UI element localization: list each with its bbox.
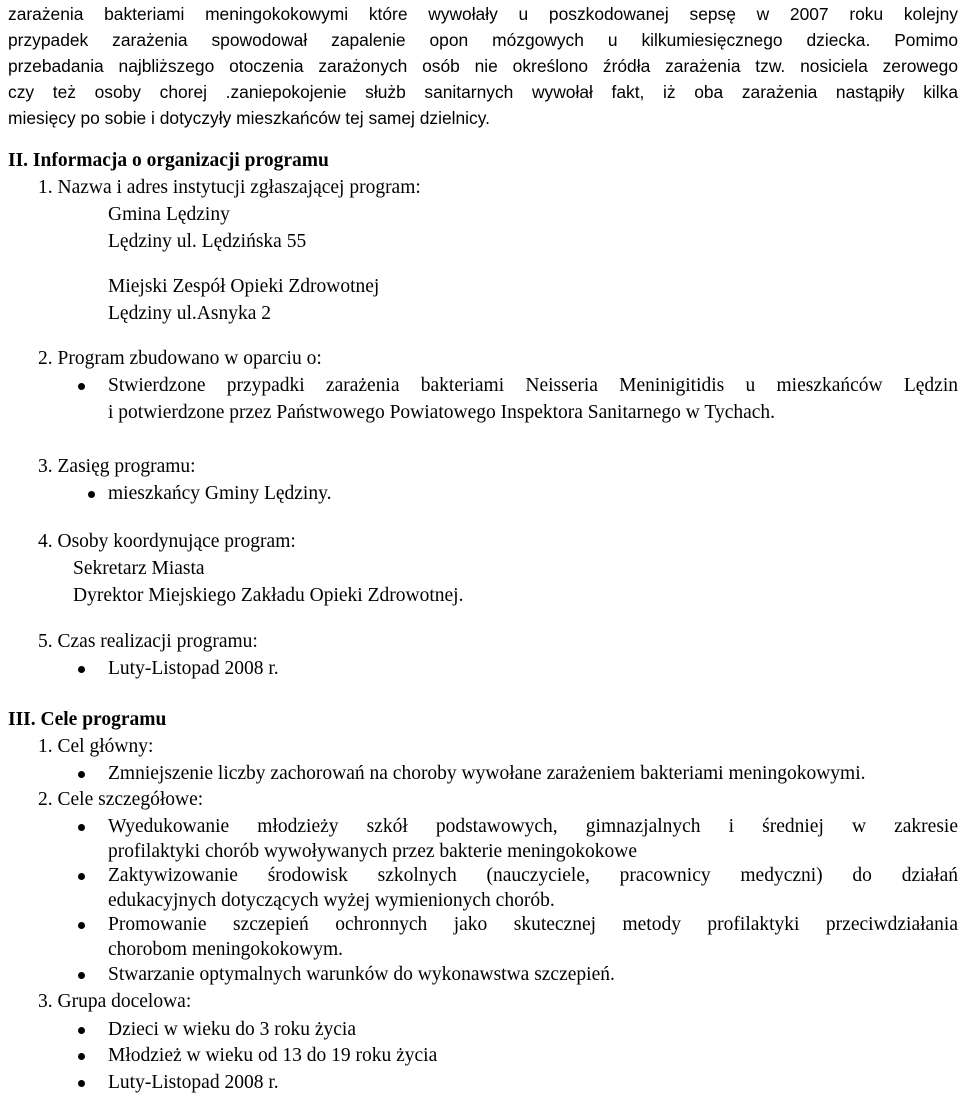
coordinator-2: Dyrektor Miejskiego Zakładu Opieki Zdrowotnej. bbox=[73, 585, 464, 606]
bullet-icon bbox=[78, 1080, 85, 1087]
intro-line-3: przebadania najbliższego otoczenia zarażonych osób nie określono źródła zarażenia tzw. nosiciela zerowego bbox=[8, 56, 958, 76]
goal-2-line-2: edukacyjnych dotyczących wyżej wymienionych chorób. bbox=[108, 890, 555, 911]
goal-3-line-1: Promowanie szczepień ochronnych jako skutecznej metody profilaktyki przeciwdziałania bbox=[108, 914, 958, 935]
goal-1-line-1: Wyedukowanie młodzieży szkół podstawowych, gimnazjalnych i średniej w zakresie bbox=[108, 816, 958, 837]
basis-line-2: i potwierdzone przez Państwowego Powiatowego Inspektora Sanitarnego w Tychach. bbox=[108, 402, 776, 423]
intro-line-1: zarażenia bakteriami meningokokowymi które wywołały u poszkodowanej sepsę w 2007 roku kolejny bbox=[8, 4, 958, 24]
bullet-icon bbox=[78, 771, 85, 778]
bullet-icon bbox=[78, 972, 85, 979]
partner-name: Miejski Zespół Opieki Zdrowotnej bbox=[108, 276, 380, 297]
bullet-icon bbox=[78, 383, 85, 390]
goal-1-line-2: profilaktyki chorób wywoływanych przez bakterie meningokokowe bbox=[108, 841, 638, 862]
scope-bullet: mieszkańcy Gminy Lędziny. bbox=[108, 483, 332, 504]
basis-line-1: Stwierdzone przypadki zarażenia bakteriami Neisseria Meninigitidis u mieszkańców Lędzin bbox=[108, 375, 958, 396]
bullet-icon bbox=[88, 491, 95, 498]
section-2-item-3-label: 3. Zasięg programu: bbox=[38, 456, 196, 477]
target-group-3: Luty-Listopad 2008 r. bbox=[108, 1072, 279, 1093]
section-3-item-1-label: 1. Cel główny: bbox=[38, 736, 154, 757]
partner-address: Lędziny ul.Asnyka 2 bbox=[108, 303, 272, 324]
section-2-item-5-label: 5. Czas realizacji programu: bbox=[38, 631, 258, 652]
coordinator-1: Sekretarz Miasta bbox=[73, 558, 205, 579]
main-goal-bullet: Zmniejszenie liczby zachorowań na choroby wywołane zarażeniem bakteriami meningokowymi. bbox=[108, 763, 866, 784]
bullet-icon bbox=[78, 922, 85, 929]
section-2-item-1-label: 1. Nazwa i adres instytucji zgłaszającej program: bbox=[38, 177, 421, 198]
section-3-heading: III. Cele programu bbox=[8, 709, 167, 730]
goal-3-line-2: chorobom meningokokowym. bbox=[108, 939, 344, 960]
bullet-icon bbox=[78, 873, 85, 880]
intro-line-2: przypadek zarażenia spowodował zapalenie opon mózgowych u kilkumiesięcznego dziecka. Pomimo bbox=[8, 30, 958, 50]
section-2-item-2-label: 2. Program zbudowano w oparciu o: bbox=[38, 348, 322, 369]
section-3-item-3-label: 3. Grupa docelowa: bbox=[38, 991, 192, 1012]
section-2-heading: II. Informacja o organizacji programu bbox=[8, 150, 329, 171]
goal-2-line-1: Zaktywizowanie środowisk szkolnych (nauczyciele, pracownicy medyczni) do działań bbox=[108, 865, 958, 886]
section-3-item-2-label: 2. Cele szczegółowe: bbox=[38, 789, 204, 810]
bullet-icon bbox=[78, 1027, 85, 1034]
bullet-icon bbox=[78, 824, 85, 831]
target-group-1: Dzieci w wieku do 3 roku życia bbox=[108, 1019, 356, 1040]
intro-line-5: miesięcy po sobie i dotyczyły mieszkańców tej samej dzielnicy. bbox=[8, 108, 490, 128]
institution-name: Gmina Lędziny bbox=[108, 204, 230, 225]
bullet-icon bbox=[78, 1053, 85, 1060]
institution-address: Lędziny ul. Lędzińska 55 bbox=[108, 231, 307, 252]
duration-bullet: Luty-Listopad 2008 r. bbox=[108, 658, 279, 679]
bullet-icon bbox=[78, 666, 85, 673]
target-group-2: Młodzież w wieku od 13 do 19 roku życia bbox=[108, 1045, 438, 1066]
goal-4-line-1: Stwarzanie optymalnych warunków do wykonawstwa szczepień. bbox=[108, 964, 615, 985]
section-2-item-4-label: 4. Osoby koordynujące program: bbox=[38, 531, 296, 552]
intro-line-4: czy też osoby chorej .zaniepokojenie służb sanitarnych wywołał fakt, iż oba zarażenia nastąpiły kilka bbox=[8, 82, 958, 102]
